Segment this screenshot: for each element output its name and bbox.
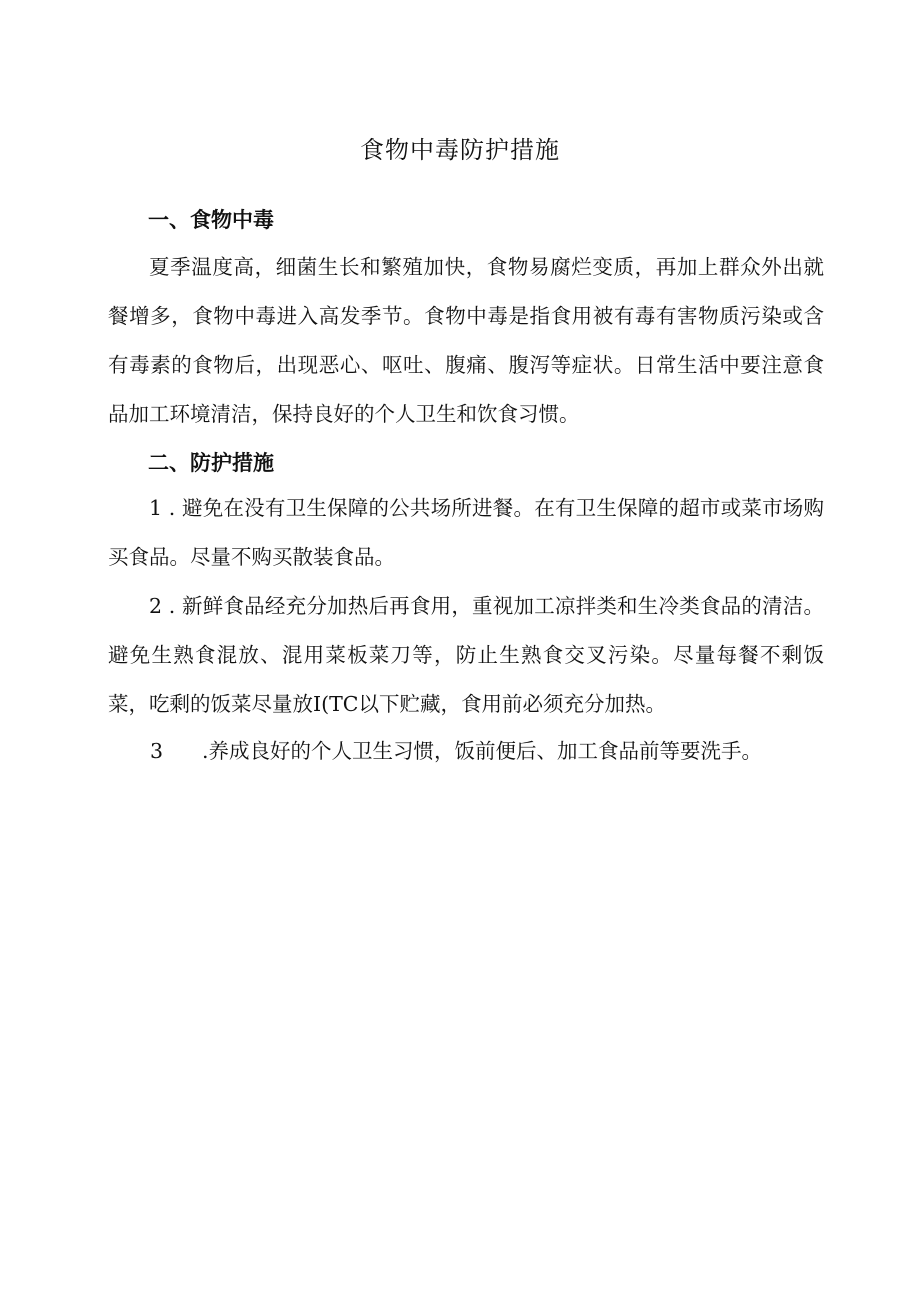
list-item-3-number: 3 [150,739,164,763]
section-paragraph-food-poisoning: 夏季温度高，细菌生长和繁殖加快，食物易腐烂变质，再加上群众外出就餐增多，食物中毒进入高发季节。食物中毒是指食用被有毒有害物质污染或含有毒素的食物后，出现恶心、呕吐、腹痛、腹泻等症状。日常生活中要注意食品加工环境清洁，保持良好的个人卫生和饮食习惯。 [108,255,824,426]
list-item-3-text: .养成良好的个人卫生习惯，饭前便后、加工食品前等要洗手。 [202,739,763,763]
document-title: 食物中毒防护措施 [360,136,560,164]
section-heading-protection-measures: 二、防护措施 [148,451,274,475]
list-item-2: 2 . 新鲜食品经充分加热后再食用，重视加工凉拌类和生冷类食品的清洁。避免生熟食混放、混用菜板菜刀等，防止生熟食交叉污染。尽量每餐不剩饭菜，吃剩的饭菜尽量放I(TC以下贮藏，食用前必须充分加热。 [108,594,824,716]
list-item-1: 1 . 避免在没有卫生保障的公共场所进餐。在有卫生保障的超市或菜市场购买食品。尽量不购买散装食品。 [108,496,824,569]
list-item-3 [150,727,762,776]
section-heading-food-poisoning: 一、食物中毒 [148,208,274,232]
